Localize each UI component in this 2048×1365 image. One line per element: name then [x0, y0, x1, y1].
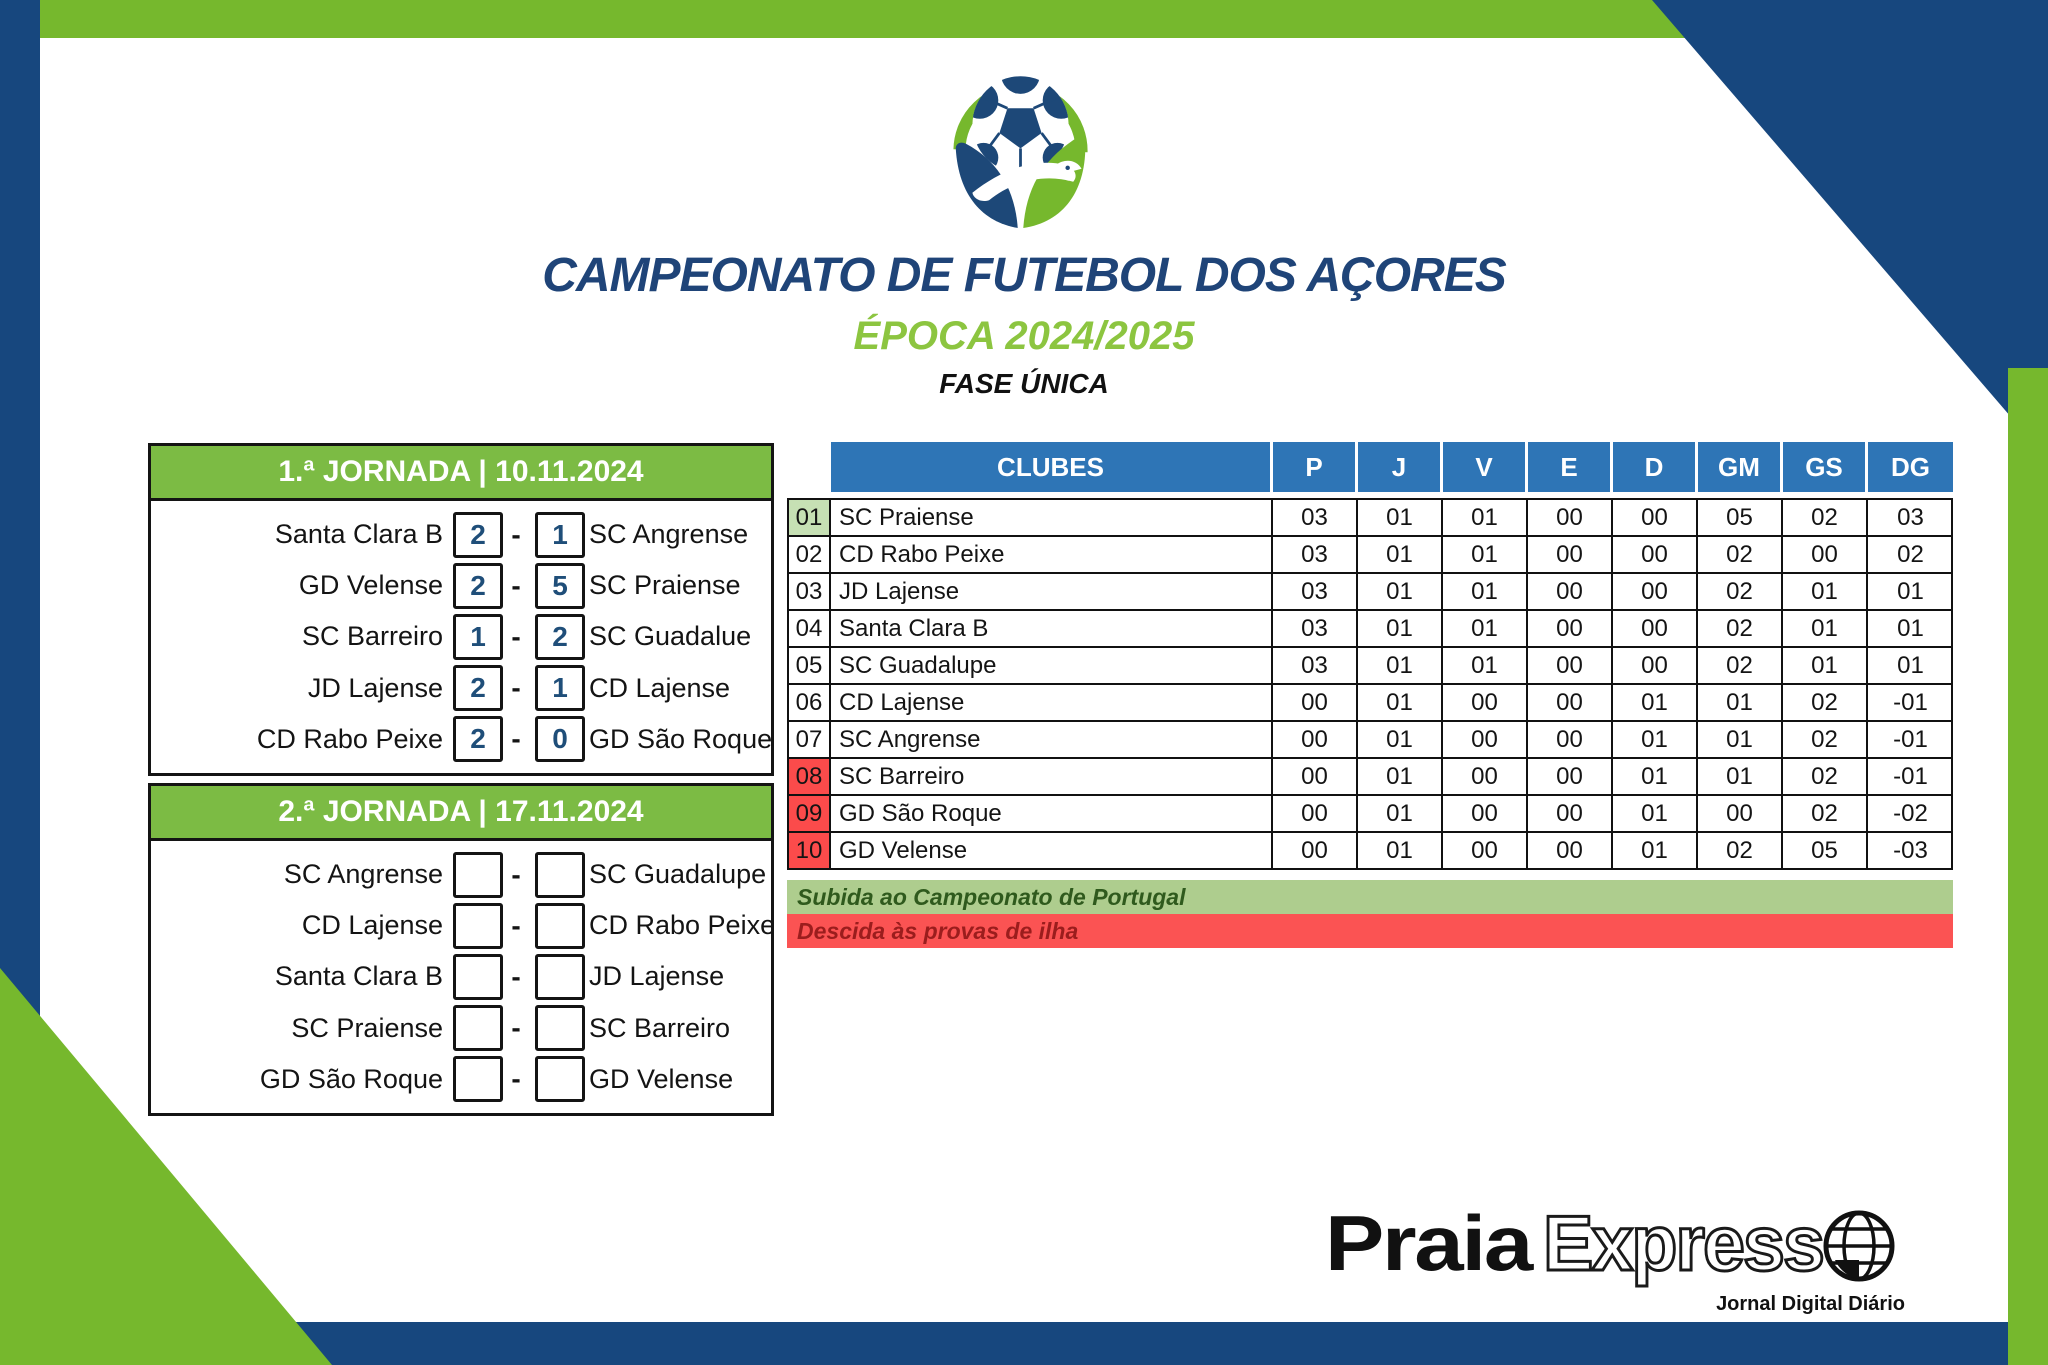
- brand-outline-text: Express: [1543, 1200, 1823, 1287]
- stat-cell: 00: [1273, 722, 1358, 757]
- position-cell: 08: [789, 759, 831, 794]
- standings-header-cell: GS: [1783, 442, 1868, 492]
- stat-cell: 00: [1613, 648, 1698, 683]
- away-score-box: [535, 852, 585, 898]
- match-row: [151, 512, 771, 558]
- round-title: 1.ª JORNADA | 10.11.2024: [151, 446, 771, 501]
- match-row: [151, 903, 776, 949]
- stat-cell: 00: [1443, 833, 1528, 868]
- standings-header-cell: DG: [1868, 442, 1953, 492]
- score-dash: -: [511, 672, 521, 704]
- stat-cell: 03: [1273, 611, 1358, 646]
- standings-header-cell: GM: [1698, 442, 1783, 492]
- page-title: CAMPEONATO DE FUTEBOL DOS AÇORES: [542, 249, 1506, 302]
- standings-body: [787, 498, 1953, 870]
- home-team-name: SC Angrense: [283, 859, 443, 890]
- table-row: [789, 537, 1951, 574]
- position-cell: 05: [789, 648, 831, 683]
- stat-cell: 00: [1613, 500, 1698, 535]
- stat-cell: 01: [1613, 796, 1698, 831]
- frame-bottom-bar: [40, 1322, 2008, 1365]
- stat-cell: 00: [1613, 574, 1698, 609]
- away-team-name: SC Guadalupe: [589, 859, 767, 890]
- home-score-box: [453, 954, 503, 1000]
- club-cell: SC Angrense: [831, 722, 1273, 757]
- home-team-name: Santa Clara B: [274, 519, 443, 550]
- stat-cell: 00: [1528, 611, 1613, 646]
- score-dash: -: [511, 960, 521, 992]
- stat-cell: 00: [1698, 796, 1783, 831]
- club-cell: GD São Roque: [831, 796, 1273, 831]
- stat-cell: 02: [1783, 759, 1868, 794]
- phase-subtitle: FASE ÚNICA: [939, 368, 1109, 399]
- match-row: [151, 852, 771, 898]
- stat-cell: 00: [1528, 648, 1613, 683]
- stat-cell: 01: [1897, 577, 1924, 605]
- standings-header-cell: P: [1273, 442, 1358, 492]
- standings-header-row: [787, 442, 1953, 492]
- publisher-logo-graphic: [1325, 1200, 1905, 1292]
- stat-cell: 03: [1273, 500, 1358, 535]
- position-cell: 03: [789, 574, 831, 609]
- match-row: [151, 1005, 771, 1051]
- stat-cell: 01: [1443, 537, 1528, 572]
- position-cell: 01: [789, 500, 831, 535]
- club-cell: JD Lajense: [831, 574, 1273, 609]
- club-cell: SC Praiense: [831, 500, 1273, 535]
- away-team-name: GD Velense: [589, 1063, 734, 1094]
- score-dash: -: [511, 1012, 521, 1044]
- stat-cell: 00: [1528, 537, 1613, 572]
- table-row: [789, 722, 1951, 759]
- away-team-name: SC Barreiro: [589, 1012, 731, 1043]
- home-team-name: CD Rabo Peixe: [256, 723, 443, 754]
- match-row: [151, 614, 771, 660]
- round-matches: [151, 501, 771, 773]
- home-team-name: SC Barreiro: [301, 621, 443, 652]
- stat-cell: 01: [1358, 833, 1443, 868]
- round-title: 2.ª JORNADA | 17.11.2024: [151, 786, 771, 841]
- stat-cell: 01: [1443, 648, 1528, 683]
- stat-cell: 03: [1273, 648, 1358, 683]
- standings-header-cell: D: [1613, 442, 1698, 492]
- brand-solid-text: Praia: [1325, 1200, 1534, 1287]
- table-row: [789, 648, 1951, 685]
- frame-top-bar: [40, 0, 1700, 38]
- club-cell: GD Velense: [831, 833, 1273, 868]
- home-score-box: 2: [453, 512, 503, 558]
- stat-cell: 01: [1783, 574, 1868, 609]
- home-score-box: [453, 852, 503, 898]
- stat-cell: 00: [1613, 611, 1698, 646]
- stat-cell: 01: [1897, 651, 1924, 679]
- stat-cell: -03: [1893, 836, 1928, 864]
- stat-cell: 02: [1783, 722, 1868, 757]
- club-cell: Santa Clara B: [831, 611, 1273, 646]
- score-dash: -: [511, 569, 521, 601]
- stat-cell: 01: [1783, 648, 1868, 683]
- away-team-name: SC Angrense: [589, 519, 749, 550]
- match-row: [151, 665, 771, 711]
- round-box-2: [148, 783, 774, 1116]
- stat-cell: 00: [1528, 574, 1613, 609]
- stat-cell: 00: [1443, 759, 1528, 794]
- score-dash: -: [511, 1063, 521, 1095]
- away-score-box: 5: [535, 563, 585, 609]
- away-team-name: JD Lajense: [589, 961, 725, 992]
- standings-header-spacer: [787, 442, 831, 492]
- stat-cell: 01: [1358, 722, 1443, 757]
- away-score-box: [535, 1056, 585, 1102]
- home-score-box: 2: [453, 665, 503, 711]
- stat-cell: 00: [1443, 796, 1528, 831]
- home-team-name: GD São Roque: [259, 1063, 443, 1094]
- home-score-box: 2: [453, 716, 503, 762]
- position-cell: 09: [789, 796, 831, 831]
- match-row: [151, 716, 771, 762]
- club-cell: SC Guadalupe: [831, 648, 1273, 683]
- stat-cell: -02: [1893, 799, 1928, 827]
- table-row: [789, 500, 1951, 537]
- stat-cell: 03: [1273, 537, 1358, 572]
- stat-cell: 01: [1613, 833, 1698, 868]
- away-score-box: [535, 903, 585, 949]
- away-team-name: GD São Roque: [589, 723, 773, 754]
- stat-cell: 00: [1528, 833, 1613, 868]
- globe-icon: [1826, 1213, 1892, 1279]
- away-score-box: 2: [535, 614, 585, 660]
- away-team-name: SC Guadalue: [589, 621, 752, 652]
- round-box-1: [148, 443, 774, 776]
- position-cell: 06: [789, 685, 831, 720]
- away-team-name: SC Praiense: [589, 570, 741, 601]
- match-row: [151, 954, 771, 1000]
- stat-cell: 02: [1897, 540, 1924, 568]
- stat-cell: 00: [1273, 833, 1358, 868]
- stat-cell: 01: [1698, 722, 1783, 757]
- stat-cell: 01: [1698, 685, 1783, 720]
- match-row: [151, 563, 771, 609]
- round-matches: [151, 841, 776, 1113]
- stat-cell: 00: [1443, 722, 1528, 757]
- table-row: [789, 796, 1951, 833]
- relegation-legend: Descida às provas de ilha: [787, 914, 1953, 948]
- stat-cell: 00: [1443, 685, 1528, 720]
- club-cell: CD Rabo Peixe: [831, 537, 1273, 572]
- home-team-name: JD Lajense: [307, 672, 443, 703]
- stat-cell: 02: [1783, 500, 1868, 535]
- publisher-logo: [1325, 1200, 1905, 1316]
- home-team-name: Santa Clara B: [274, 961, 443, 992]
- stat-cell: 01: [1358, 537, 1443, 572]
- position-cell: 02: [789, 537, 831, 572]
- away-score-box: 1: [535, 512, 585, 558]
- stat-cell: 03: [1273, 574, 1358, 609]
- stat-cell: -01: [1893, 688, 1928, 716]
- table-row: [789, 574, 1951, 611]
- stat-cell: -01: [1893, 762, 1928, 790]
- standings-header-cell: CLUBES: [831, 442, 1273, 492]
- home-team-name: CD Lajense: [301, 910, 443, 941]
- stat-cell: 03: [1897, 503, 1924, 531]
- stat-cell: 00: [1613, 537, 1698, 572]
- stat-cell: -01: [1893, 725, 1928, 753]
- home-score-box: 1: [453, 614, 503, 660]
- stat-cell: 01: [1358, 759, 1443, 794]
- stat-cell: 00: [1528, 796, 1613, 831]
- stat-cell: 01: [1613, 685, 1698, 720]
- home-score-box: [453, 1005, 503, 1051]
- stat-cell: 01: [1613, 759, 1698, 794]
- table-row: [789, 759, 1951, 796]
- score-dash: -: [511, 858, 521, 890]
- position-cell: 04: [789, 611, 831, 646]
- score-dash: -: [511, 518, 521, 550]
- stat-cell: 01: [1358, 574, 1443, 609]
- stat-cell: 01: [1358, 796, 1443, 831]
- stat-cell: 00: [1273, 759, 1358, 794]
- stat-cell: 00: [1783, 537, 1868, 572]
- table-row: [789, 833, 1951, 868]
- standings-header-cell: E: [1528, 442, 1613, 492]
- away-score-box: 1: [535, 665, 585, 711]
- score-dash: -: [511, 909, 521, 941]
- club-cell: SC Barreiro: [831, 759, 1273, 794]
- away-score-box: [535, 954, 585, 1000]
- home-score-box: [453, 903, 503, 949]
- away-team-name: CD Lajense: [589, 672, 731, 703]
- stat-cell: 02: [1698, 537, 1783, 572]
- frame-right-bar: [2008, 368, 2048, 1365]
- stat-cell: 01: [1443, 574, 1528, 609]
- stat-cell: 05: [1698, 500, 1783, 535]
- away-score-box: 0: [535, 716, 585, 762]
- stat-cell: 02: [1698, 611, 1783, 646]
- stat-cell: 05: [1783, 833, 1868, 868]
- position-cell: 10: [789, 833, 831, 868]
- stat-cell: 01: [1358, 685, 1443, 720]
- stat-cell: 00: [1528, 685, 1613, 720]
- standings-table: [787, 442, 1953, 948]
- score-dash: -: [511, 620, 521, 652]
- stat-cell: 00: [1273, 685, 1358, 720]
- stat-cell: 01: [1897, 614, 1924, 642]
- stat-cell: 01: [1698, 759, 1783, 794]
- brand-tagline: Jornal Digital Diário: [1716, 1293, 1905, 1315]
- stat-cell: 01: [1358, 500, 1443, 535]
- stat-cell: 00: [1273, 796, 1358, 831]
- home-team-name: SC Praiense: [291, 1012, 443, 1043]
- home-score-box: [453, 1056, 503, 1102]
- home-team-name: GD Velense: [298, 570, 443, 601]
- federation-logo-icon: [928, 52, 1113, 235]
- away-team-name: CD Rabo Peixe: [589, 910, 776, 941]
- stat-cell: 02: [1783, 685, 1868, 720]
- stat-cell: 00: [1528, 722, 1613, 757]
- stat-cell: 02: [1783, 796, 1868, 831]
- stat-cell: 00: [1528, 759, 1613, 794]
- club-cell: CD Lajense: [831, 685, 1273, 720]
- stat-cell: 02: [1698, 833, 1783, 868]
- standings-header-cell: V: [1443, 442, 1528, 492]
- score-dash: -: [511, 723, 521, 755]
- standings-header-cell: J: [1358, 442, 1443, 492]
- stat-cell: 01: [1358, 648, 1443, 683]
- stat-cell: 01: [1443, 611, 1528, 646]
- stat-cell: 01: [1613, 722, 1698, 757]
- position-cell: 07: [789, 722, 831, 757]
- table-row: [789, 611, 1951, 648]
- table-row: [789, 685, 1951, 722]
- stat-cell: 01: [1783, 611, 1868, 646]
- home-score-box: 2: [453, 563, 503, 609]
- stat-cell: 00: [1528, 500, 1613, 535]
- promotion-legend: Subida ao Campeonato de Portugal: [787, 880, 1953, 914]
- stat-cell: 01: [1443, 500, 1528, 535]
- stat-cell: 02: [1698, 574, 1783, 609]
- season-subtitle: ÉPOCA 2024/2025: [853, 314, 1195, 358]
- stat-cell: 02: [1698, 648, 1783, 683]
- away-score-box: [535, 1005, 585, 1051]
- stat-cell: 01: [1358, 611, 1443, 646]
- match-row: [151, 1056, 771, 1102]
